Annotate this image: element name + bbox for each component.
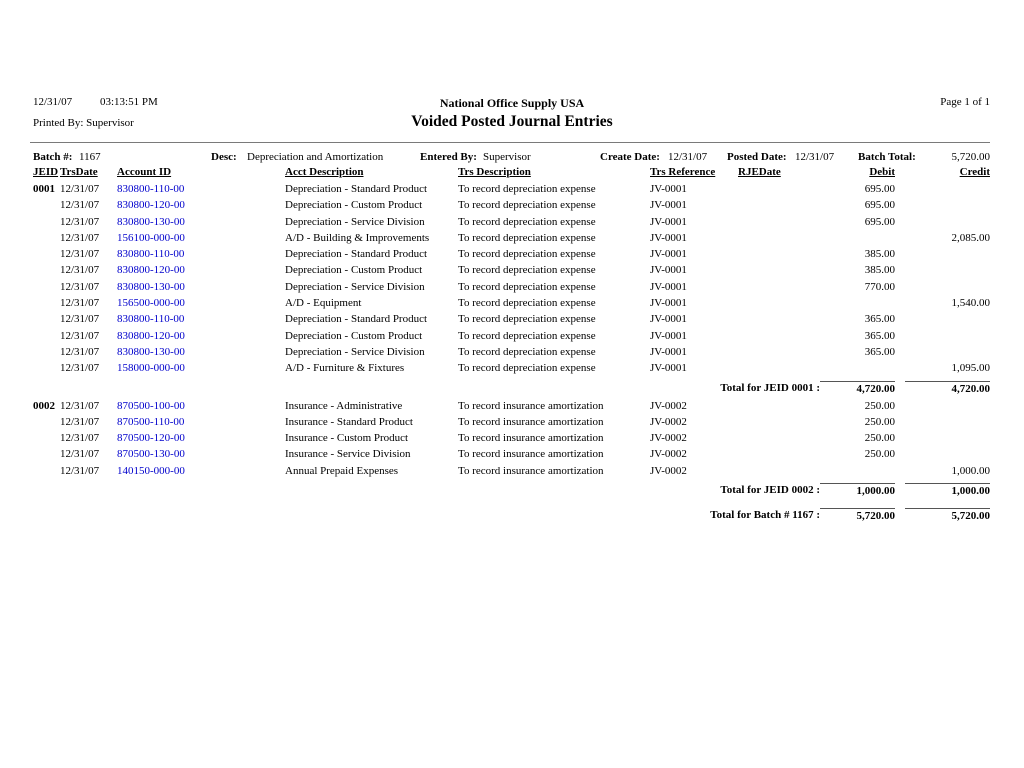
cell-trs-date: 12/31/07 <box>60 248 100 261</box>
cell-account-id[interactable]: 830800-110-00 <box>117 313 185 326</box>
gap <box>895 313 905 329</box>
cell-trs-reference: JV-0001 <box>650 248 687 261</box>
posted-date-label: Posted Date: <box>727 151 787 163</box>
cell-trs-description: To record depreciation expense <box>458 231 596 244</box>
cell-acct-description: Annual Prepaid Expenses <box>285 464 399 477</box>
cell-trs-description: To record insurance amortization <box>458 448 604 461</box>
table-row <box>33 216 990 232</box>
cell-account-id[interactable]: 830800-130-00 <box>117 345 185 358</box>
cell-account-id[interactable]: 158000-000-00 <box>117 362 185 375</box>
gap <box>895 330 905 346</box>
cell-credit: 2,085.00 <box>951 231 990 244</box>
cell-trs-description: To record insurance amortization <box>458 399 604 412</box>
cell-trs-date: 12/31/07 <box>60 199 100 212</box>
cell-trs-description: To record depreciation expense <box>458 362 596 375</box>
cell-debit <box>800 465 895 481</box>
cell-account-id[interactable]: 830800-120-00 <box>117 264 185 277</box>
cell-rje-date <box>738 216 800 232</box>
gap <box>895 248 905 264</box>
gap <box>895 400 905 416</box>
table-body <box>33 183 990 527</box>
cell-account-id[interactable]: 870500-130-00 <box>117 448 185 461</box>
header-divider <box>30 142 990 143</box>
cell-debit: 695.00 <box>864 215 895 228</box>
cell-trs-reference: JV-0002 <box>650 432 687 445</box>
cell-jeid <box>33 432 60 448</box>
create-date-label: Create Date: <box>600 151 660 163</box>
cell-trs-description: To record insurance amortization <box>458 415 604 428</box>
cell-trs-description: To record depreciation expense <box>458 280 596 293</box>
cell-trs-date: 12/31/07 <box>60 280 100 293</box>
gap <box>895 465 905 481</box>
cell-rje-date <box>738 264 800 280</box>
gap <box>895 281 905 297</box>
cell-debit: 250.00 <box>864 448 895 461</box>
cell-trs-reference: JV-0001 <box>650 362 687 375</box>
cell-trs-reference: JV-0001 <box>650 199 687 212</box>
batch-desc-label: Desc: <box>211 151 237 163</box>
cell-debit <box>800 232 895 248</box>
total-debit: 4,720.00 <box>820 381 895 400</box>
cell-trs-date: 12/31/07 <box>60 329 100 342</box>
table-row <box>33 199 990 215</box>
cell-rje-date <box>738 416 800 432</box>
cell-acct-description: A/D - Building & Improvements <box>285 231 430 244</box>
total-label: Total for Batch # 1167 : <box>710 509 820 522</box>
table-header-row <box>33 166 990 178</box>
cell-trs-date: 12/31/07 <box>60 448 100 461</box>
cell-jeid <box>33 216 60 232</box>
cell-credit: 1,095.00 <box>951 362 990 375</box>
table-row <box>33 297 990 313</box>
cell-rje-date <box>738 330 800 346</box>
cell-trs-reference: JV-0002 <box>650 448 687 461</box>
cell-acct-description: A/D - Equipment <box>285 297 362 310</box>
total-credit: 1,000.00 <box>905 483 990 502</box>
cell-acct-description: Depreciation - Standard Product <box>285 183 428 195</box>
cell-jeid <box>33 264 60 280</box>
cell-acct-description: Depreciation - Custom Product <box>285 329 423 342</box>
table-row <box>33 232 990 248</box>
cell-account-id[interactable]: 870500-120-00 <box>117 432 185 445</box>
cell-trs-reference: JV-0001 <box>650 313 687 326</box>
cell-jeid <box>33 362 60 378</box>
gap <box>895 432 905 448</box>
batch-info-line <box>0 151 1024 165</box>
gap <box>895 232 905 248</box>
gap <box>895 346 905 362</box>
cell-debit: 695.00 <box>864 199 895 212</box>
cell-trs-reference: JV-0001 <box>650 280 687 293</box>
cell-jeid <box>33 199 60 215</box>
cell-account-id[interactable]: 830800-110-00 <box>117 248 185 261</box>
col-header-credit: Credit <box>959 166 990 178</box>
cell-trs-description: To record insurance amortization <box>458 464 604 477</box>
cell-trs-date: 12/31/07 <box>60 464 100 477</box>
cell-account-id[interactable]: 830800-120-00 <box>117 199 185 212</box>
gap <box>895 508 905 527</box>
cell-credit <box>905 248 990 264</box>
cell-debit: 365.00 <box>864 313 895 326</box>
entered-by-value: Supervisor <box>483 151 531 163</box>
total-label: Total for JEID 0002 : <box>720 484 820 497</box>
cell-rje-date <box>738 448 800 464</box>
cell-debit: 770.00 <box>864 280 895 293</box>
table-row <box>33 416 990 432</box>
cell-trs-description: To record depreciation expense <box>458 313 596 326</box>
jeid-total-row <box>33 483 990 502</box>
cell-account-id[interactable]: 830800-120-00 <box>117 329 185 342</box>
cell-debit: 365.00 <box>864 345 895 358</box>
batch-total-value: 5,720.00 <box>951 151 990 163</box>
cell-account-id[interactable]: 830800-110-00 <box>117 183 185 195</box>
cell-trs-reference: JV-0001 <box>650 231 687 244</box>
cell-trs-date: 12/31/07 <box>60 399 100 412</box>
cell-jeid <box>33 232 60 248</box>
cell-trs-reference: JV-0001 <box>650 264 687 277</box>
cell-rje-date <box>738 297 800 313</box>
cell-rje-date <box>738 465 800 481</box>
table-row <box>33 330 990 346</box>
cell-rje-date <box>738 183 800 199</box>
batch-number-label: Batch #: <box>33 151 73 163</box>
gap <box>895 362 905 378</box>
cell-account-id[interactable]: 830800-130-00 <box>117 215 185 228</box>
gap <box>895 264 905 280</box>
cell-acct-description: Depreciation - Service Division <box>285 345 425 358</box>
cell-trs-date: 12/31/07 <box>60 345 100 358</box>
cell-trs-date: 12/31/07 <box>60 415 100 428</box>
col-header-rje-date: RJEDate <box>738 166 781 178</box>
cell-rje-date <box>738 362 800 378</box>
cell-credit <box>905 346 990 362</box>
cell-acct-description: Depreciation - Custom Product <box>285 199 423 212</box>
cell-debit: 250.00 <box>864 415 895 428</box>
cell-credit <box>905 281 990 297</box>
table-row <box>33 264 990 280</box>
cell-trs-description: To record depreciation expense <box>458 345 596 358</box>
cell-trs-description: To record depreciation expense <box>458 215 596 228</box>
batch-total-row <box>33 508 990 527</box>
cell-trs-description: To record insurance amortization <box>458 432 604 445</box>
cell-acct-description: Insurance - Standard Product <box>285 415 413 428</box>
cell-credit <box>905 416 990 432</box>
col-header-trs-reference: Trs Reference <box>650 166 716 178</box>
cell-trs-description: To record depreciation expense <box>458 183 596 195</box>
cell-credit <box>905 400 990 416</box>
cell-jeid <box>33 448 60 464</box>
total-credit: 5,720.00 <box>905 508 990 527</box>
table-row <box>33 346 990 362</box>
col-header-jeid: JEID <box>33 166 59 178</box>
cell-credit <box>905 432 990 448</box>
cell-acct-description: Insurance - Administrative <box>285 399 403 412</box>
cell-trs-reference: JV-0001 <box>650 183 687 195</box>
cell-rje-date <box>738 400 800 416</box>
cell-trs-description: To record depreciation expense <box>458 248 596 261</box>
gap <box>895 297 905 313</box>
cell-debit: 365.00 <box>864 329 895 342</box>
cell-trs-description: To record depreciation expense <box>458 297 596 310</box>
create-date-value: 12/31/07 <box>668 151 708 163</box>
table-row <box>33 248 990 264</box>
cell-acct-description: A/D - Furniture & Fixtures <box>285 362 405 375</box>
cell-account-id[interactable]: 870500-100-00 <box>117 399 185 412</box>
gap <box>895 183 905 199</box>
cell-debit: 385.00 <box>864 248 895 261</box>
gap <box>895 448 905 464</box>
page-indicator: Page 1 of 1 <box>940 96 990 108</box>
cell-credit <box>905 183 990 199</box>
table-row <box>33 432 990 448</box>
company-name: National Office Supply USA <box>439 96 585 110</box>
cell-rje-date <box>738 199 800 215</box>
cell-jeid <box>33 465 60 481</box>
cell-jeid <box>33 416 60 432</box>
col-header-acct-description: Acct Description <box>285 166 364 178</box>
col-header-trs-date: TrsDate <box>60 166 98 178</box>
table-row <box>33 183 990 199</box>
cell-credit <box>905 448 990 464</box>
cell-credit: 1,000.00 <box>951 464 990 477</box>
cell-rje-date <box>738 432 800 448</box>
table-row <box>33 448 990 464</box>
cell-account-id[interactable]: 830800-130-00 <box>117 280 185 293</box>
cell-debit <box>800 297 895 313</box>
cell-credit <box>905 216 990 232</box>
cell-trs-reference: JV-0001 <box>650 297 687 310</box>
cell-account-id[interactable]: 140150-000-00 <box>117 464 185 477</box>
total-debit: 5,720.00 <box>820 508 895 527</box>
cell-account-id[interactable]: 870500-110-00 <box>117 415 185 428</box>
cell-trs-reference: JV-0002 <box>650 399 687 412</box>
cell-trs-reference: JV-0002 <box>650 464 687 477</box>
cell-acct-description: Depreciation - Standard Product <box>285 248 428 261</box>
cell-trs-reference: JV-0001 <box>650 345 687 358</box>
cell-acct-description: Depreciation - Service Division <box>285 280 425 293</box>
cell-trs-date: 12/31/07 <box>60 297 100 310</box>
printed-by: Printed By: Supervisor <box>33 117 134 129</box>
cell-trs-description: To record depreciation expense <box>458 329 596 342</box>
cell-trs-date: 12/31/07 <box>60 362 100 375</box>
total-label: Total for JEID 0001 : <box>720 381 820 394</box>
posted-date-value: 12/31/07 <box>795 151 835 163</box>
cell-acct-description: Depreciation - Service Division <box>285 215 425 228</box>
cell-trs-description: To record depreciation expense <box>458 199 596 212</box>
batch-number-value: 1167 <box>79 151 101 163</box>
cell-rje-date <box>738 248 800 264</box>
cell-trs-date: 12/31/07 <box>60 264 100 277</box>
cell-rje-date <box>738 232 800 248</box>
cell-trs-description: To record depreciation expense <box>458 264 596 277</box>
table-row <box>33 281 990 297</box>
cell-debit <box>800 362 895 378</box>
cell-account-id[interactable]: 156500-000-00 <box>117 297 185 310</box>
total-debit: 1,000.00 <box>820 483 895 502</box>
cell-jeid <box>33 330 60 346</box>
gap <box>895 416 905 432</box>
cell-account-id[interactable]: 156100-000-00 <box>117 231 185 244</box>
table-row <box>33 400 990 416</box>
cell-debit: 250.00 <box>864 432 895 445</box>
table-row <box>33 465 990 481</box>
print-date: 12/31/07 <box>33 96 73 108</box>
cell-jeid: 0001 <box>33 183 55 195</box>
cell-credit <box>905 264 990 280</box>
cell-debit: 385.00 <box>864 264 895 277</box>
cell-credit <box>905 199 990 215</box>
table-row <box>33 362 990 378</box>
cell-rje-date <box>738 346 800 362</box>
cell-credit <box>905 330 990 346</box>
cell-rje-date <box>738 313 800 329</box>
cell-acct-description: Insurance - Custom Product <box>285 432 409 445</box>
total-credit: 4,720.00 <box>905 381 990 400</box>
cell-acct-description: Depreciation - Standard Product <box>285 313 428 326</box>
cell-trs-date: 12/31/07 <box>60 215 100 228</box>
cell-jeid <box>33 281 60 297</box>
cell-jeid <box>33 248 60 264</box>
col-header-debit: Debit <box>869 166 895 178</box>
cell-trs-reference: JV-0001 <box>650 215 687 228</box>
cell-credit: 1,540.00 <box>951 297 990 310</box>
cell-debit: 250.00 <box>864 399 895 412</box>
cell-trs-reference: JV-0002 <box>650 415 687 428</box>
gap <box>895 381 905 400</box>
cell-debit: 695.00 <box>864 183 895 195</box>
cell-trs-date: 12/31/07 <box>60 231 100 244</box>
jeid-total-row <box>33 381 990 400</box>
col-header-account-id: Account ID <box>117 166 172 178</box>
cell-trs-reference: JV-0001 <box>650 329 687 342</box>
gap <box>895 216 905 232</box>
batch-total-label: Batch Total: <box>858 151 916 163</box>
cell-rje-date <box>738 281 800 297</box>
cell-trs-date: 12/31/07 <box>60 183 100 195</box>
cell-acct-description: Insurance - Service Division <box>285 448 411 461</box>
cell-jeid: 0002 <box>33 399 55 412</box>
col-header-trs-description: Trs Description <box>458 166 531 178</box>
gap <box>895 483 905 502</box>
table-row <box>33 313 990 329</box>
cell-trs-date: 12/31/07 <box>60 313 100 326</box>
cell-jeid <box>33 346 60 362</box>
entered-by-label: Entered By: <box>420 151 477 163</box>
cell-credit <box>905 313 990 329</box>
report-title: Voided Posted Journal Entries <box>411 113 613 130</box>
print-time: 03:13:51 PM <box>100 96 158 108</box>
cell-jeid <box>33 313 60 329</box>
gap <box>895 199 905 215</box>
cell-jeid <box>33 297 60 313</box>
batch-desc-value: Depreciation and Amortization <box>247 151 384 163</box>
cell-trs-date: 12/31/07 <box>60 432 100 445</box>
cell-acct-description: Depreciation - Custom Product <box>285 264 423 277</box>
